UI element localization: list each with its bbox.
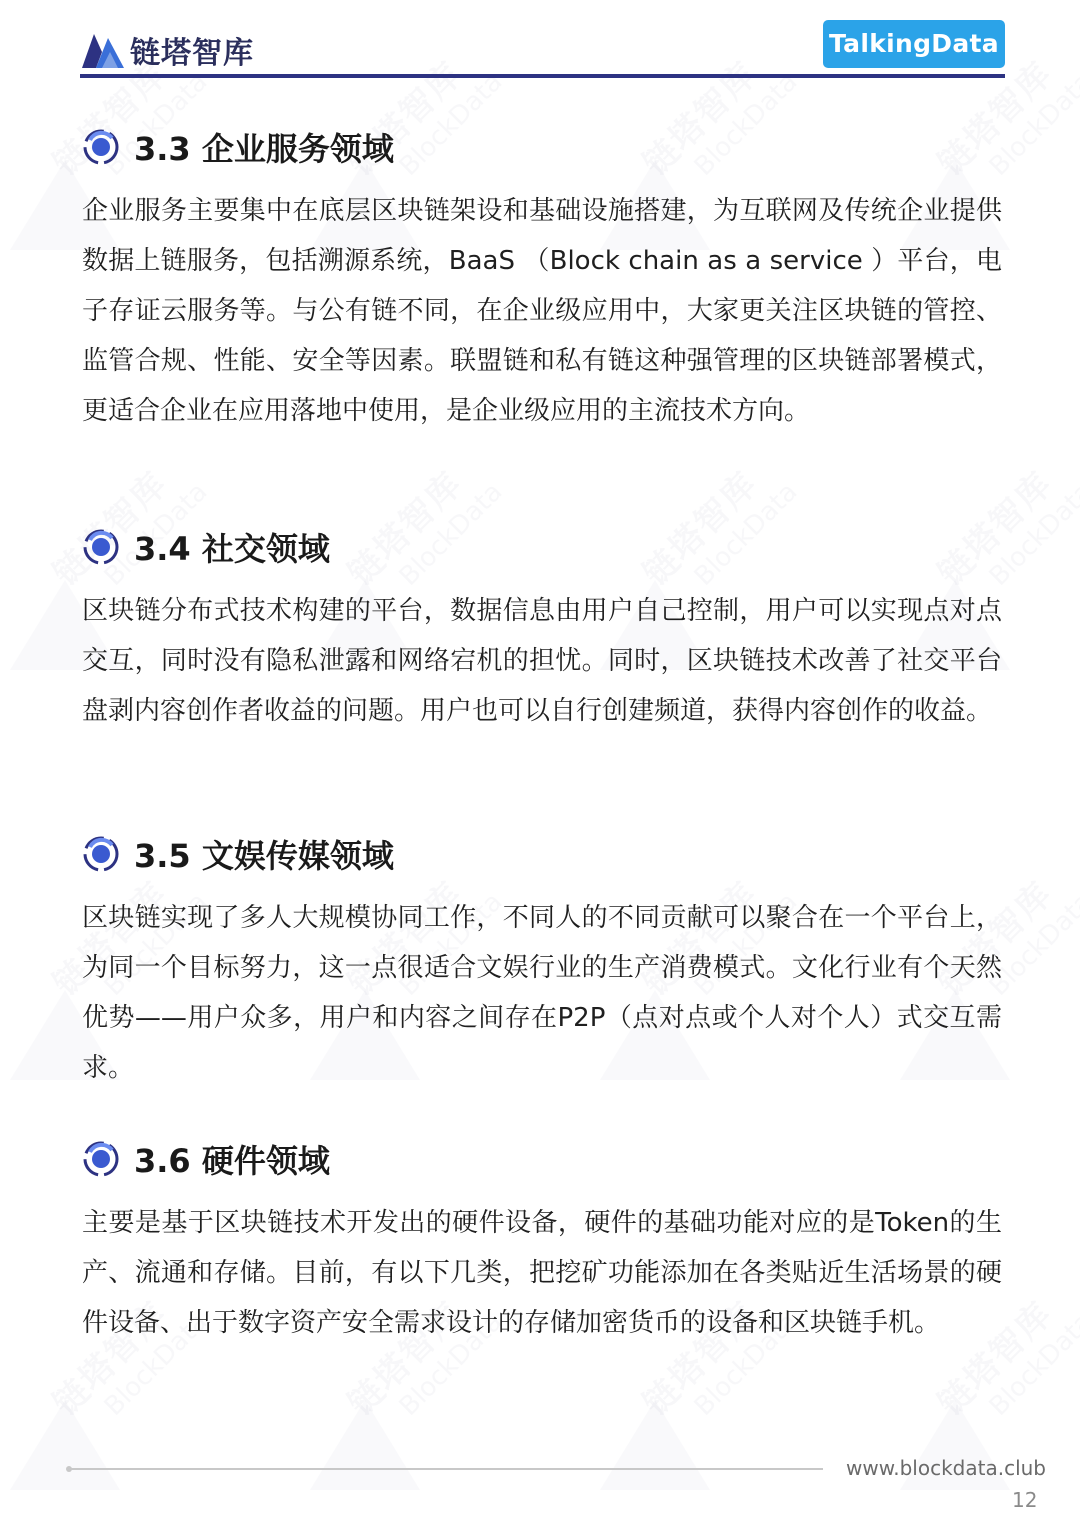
blockdata-logo-icon xyxy=(80,30,126,70)
page-header xyxy=(80,20,1005,80)
section-body: 区块链分布式技术构建的平台，数据信息由用户自己控制，用户可以实现点对点交互，同时没有隐私泄露和网络宕机的担忧。同时，区块链技术改善了社交平台盘剥内容创作者收益的问题。用户也可以自行创建频道，获得内容创作的收益。 xyxy=(82,596,1002,726)
section-heading xyxy=(82,1134,1002,1184)
section-social xyxy=(82,522,1002,736)
section-hardware xyxy=(82,1134,1002,1348)
section-heading xyxy=(82,122,1002,172)
section-title: 3.4 社交领域 xyxy=(134,530,330,568)
sphere-bullet-icon xyxy=(82,528,120,566)
section-body: 区块链实现了多人大规模协同工作，不同人的不同贡献可以聚合在一个平台上，为同一个目标努力，这一点很适合文娱行业的生产消费模式。文化行业有个天然优势——用户众多，用户和内容之间存在P2P（点对点或个人对个人）式交互需求。 xyxy=(82,903,1002,1083)
section-body: 主要是基于区块链技术开发出的硬件设备，硬件的基础功能对应的是Token的生产、流通和存储。目前，有以下几类，把挖矿功能添加在各类贴近生活场景的硬件设备、出于数字资产安全需求设计的存储加密货币的设备和区块链手机。 xyxy=(82,1208,1002,1338)
sphere-bullet-icon xyxy=(82,835,120,873)
watermark-logo-shape xyxy=(10,1400,120,1490)
logo-text: 链塔智库 xyxy=(130,36,254,71)
section-entertainment-media xyxy=(82,829,1002,1093)
section-enterprise-services xyxy=(82,122,1002,436)
header-divider xyxy=(80,74,1005,78)
sphere-bullet-icon xyxy=(82,1140,120,1178)
sphere-bullet-icon xyxy=(82,128,120,166)
blockdata-logo xyxy=(80,28,254,72)
watermark-logo-shape xyxy=(310,1400,420,1490)
section-title: 3.5 文娱传媒领域 xyxy=(134,837,394,875)
section-body: 企业服务主要集中在底层区块链架设和基础设施搭建，为互联网及传统企业提供数据上链服务，包括溯源系统，BaaS （Block chain as a service ）平台，电子存证云服务等。与公有链不同，在企业级应用中，大家更关注区块链的管控、监管合规、性能、安全等因素。联盟链和私有链这种强管理的区块链部署模式，更适合企业在应用落地中使用，是企业级应用的主流技术方向。 xyxy=(82,196,1002,426)
section-heading xyxy=(82,829,1002,879)
footer-divider xyxy=(68,1468,823,1470)
section-title: 3.3 企业服务领域 xyxy=(134,130,394,168)
watermark-logo-shape xyxy=(600,1400,710,1490)
talkingdata-badge: TalkingData xyxy=(823,20,1005,68)
section-heading xyxy=(82,522,1002,572)
section-title: 3.6 硬件领域 xyxy=(134,1142,330,1180)
page-number: 12 xyxy=(1012,1488,1038,1512)
footer-url: www.blockdata.club xyxy=(846,1456,1046,1480)
